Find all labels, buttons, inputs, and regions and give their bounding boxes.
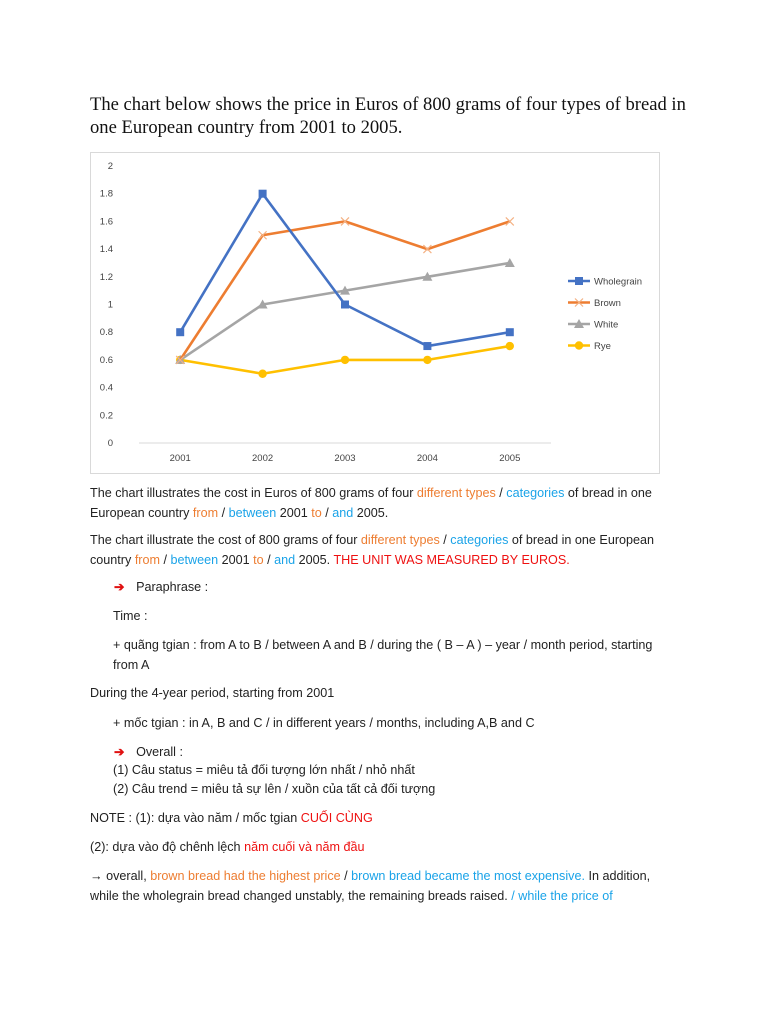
moc-text: + mốc tgian : in A, B and C / in different years / months, including A,B and C [113, 716, 535, 730]
p1-text-e: of bread in one European country [90, 486, 652, 520]
p1-text-b: different types [416, 486, 496, 500]
note2-line [90, 838, 680, 858]
rye-point [341, 356, 349, 364]
rye-point [423, 356, 431, 364]
final-text-f: / while the price of [511, 888, 613, 903]
p2-text-e: of bread in one European country [90, 533, 655, 567]
final-text-b: brown bread had the highest price [150, 869, 341, 883]
overall-line [114, 743, 704, 763]
x-tick-label: 2003 [334, 453, 356, 464]
p1-text-d: categories [506, 486, 565, 500]
p1-text-k: / [321, 505, 333, 520]
page-heading: The chart below shows the price in Euros of 800 grams of four types of bread in one European country from 2001 to 2005. [90, 94, 686, 138]
paraphrase-line [114, 578, 704, 598]
p2-text-b: different types [360, 533, 440, 547]
line-chart-svg [91, 153, 659, 473]
wholegrain-point [506, 328, 514, 336]
arrow-right-icon: ➔ [114, 580, 125, 594]
p1-text-c: / [495, 486, 507, 500]
x-tick-label: 2001 [169, 453, 191, 464]
wholegrain-point [176, 328, 184, 336]
wholegrain-series-line [180, 194, 510, 346]
p2-text-d: categories [450, 533, 509, 547]
note-text: NOTE : (1): dựa vào năm / mốc tgian [90, 811, 301, 825]
legend-wholegrain-marker [575, 277, 583, 285]
y-tick-label: 0 [107, 438, 113, 449]
legend-rye-label: Rye [594, 341, 611, 352]
overall-item-1: (1) Câu status = miêu tả đối tượng lớn nhất / nhỏ nhất [113, 763, 415, 777]
paragraph-1 [90, 484, 680, 523]
rye-point [258, 370, 266, 378]
p1-text-i: 2001 [276, 505, 312, 520]
overall-item-2: (2) Câu trend = miêu tả sự lên / xuồn của tất cả đối tượng [113, 782, 436, 796]
p2-text-n: THE UNIT WAS MEASURED BY EUROS. [333, 552, 570, 567]
time-label: Time : [113, 609, 148, 623]
note2-text: (2): dựa vào độ chênh lệch [90, 840, 245, 854]
final-text-e: In addition, while the wholegrain bread changed unstably, the remaining breads raised. [90, 869, 651, 903]
overall-label: Overall : [136, 745, 183, 759]
p2-text-l: and [274, 552, 296, 567]
p1-text-g: / [218, 505, 229, 520]
white-series-line [180, 263, 510, 360]
arrow-right-icon: ➔ [114, 745, 125, 759]
p1-text-f: from [192, 505, 219, 520]
p1-text-j: to [311, 505, 322, 520]
period-text: + quãng tgian : from A to B / between A and B / during the ( B – A ) – year / month period, starting from A [113, 638, 653, 672]
p2-text-h: between [170, 552, 219, 567]
note2-emphasis: năm cuối và năm đầu [244, 840, 365, 854]
y-tick-label: 1.2 [99, 271, 113, 283]
final-text-c: / [340, 869, 352, 883]
y-tick-label: 2 [107, 161, 113, 172]
legend-rye-marker [575, 341, 583, 349]
x-tick-label: 2005 [499, 453, 521, 464]
y-tick-label: 1 [107, 299, 113, 311]
p2-text-c: / [439, 533, 451, 547]
p2-text-j: to [253, 552, 264, 567]
y-tick-label: 0.6 [99, 354, 113, 366]
p1-text-l: and [332, 505, 354, 520]
p2-text-g: / [160, 552, 171, 567]
line-chart [90, 152, 660, 474]
y-tick-label: 0.4 [99, 382, 113, 394]
y-tick-label: 1.8 [99, 188, 113, 200]
legend-white-label: White [594, 319, 619, 331]
final-text-d: brown bread became the most expensive. [351, 869, 585, 883]
note-emphasis: CUỐI CÙNG [300, 811, 373, 825]
wholegrain-point [423, 342, 431, 350]
y-tick-label: 0.8 [99, 327, 113, 339]
during-text: During the 4-year period, starting from 2001 [90, 686, 335, 700]
note-line [90, 809, 680, 829]
y-tick-label: 1.4 [99, 244, 113, 256]
p2-text-i: 2001 [218, 552, 254, 567]
wholegrain-point [259, 190, 267, 198]
legend-wholegrain-label: Wholegrain [594, 276, 643, 288]
legend-brown-label: Brown [594, 298, 621, 309]
final-text-a: → overall, [90, 869, 151, 883]
p2-text-f: from [134, 552, 160, 567]
final-paragraph [90, 867, 670, 906]
p2-text-k: / [263, 552, 275, 567]
x-tick-label: 2002 [252, 453, 274, 464]
y-tick-label: 0.2 [99, 410, 113, 422]
p2-text-m: 2005. [295, 552, 334, 567]
wholegrain-point [341, 301, 349, 309]
paragraph-2 [90, 531, 680, 570]
y-tick-label: 1.6 [99, 216, 113, 228]
x-tick-label: 2004 [416, 453, 438, 464]
p1-text-a: The chart illustrates the cost in Euros of 800 grams of four [90, 486, 417, 500]
p1-text-h: between [228, 505, 277, 520]
p1-text-m: 2005. [353, 505, 389, 520]
paraphrase-label: Paraphrase : [136, 580, 209, 594]
rye-point [506, 342, 514, 350]
p2-text-a: The chart illustrate the cost of 800 grams of four [90, 533, 361, 547]
